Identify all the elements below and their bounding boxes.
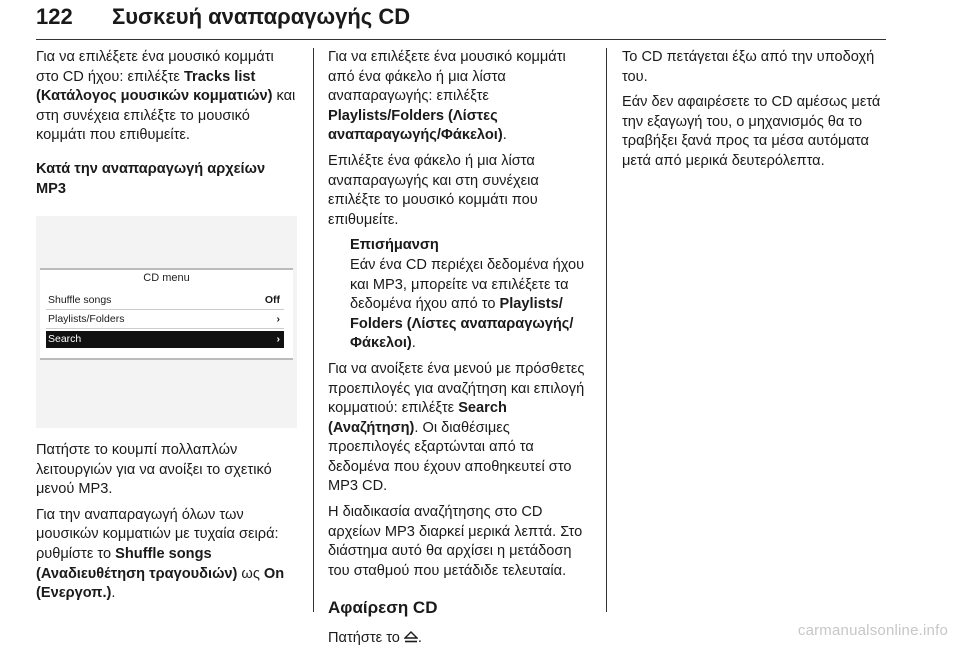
- page-header: [36, 4, 410, 30]
- menu-row-label: Shuffle songs: [48, 294, 112, 306]
- column-3: [622, 48, 888, 178]
- tracks-list-term: Tracks list (Κατάλογος μουσικών κομματιών): [36, 68, 273, 105]
- column-1-lower: [36, 441, 298, 610]
- column-divider-1: [313, 48, 314, 612]
- cd-menu-title: CD menu: [143, 272, 190, 284]
- chevron-right-icon: ›: [276, 313, 280, 325]
- watermark: carmanualsonline.info: [797, 622, 948, 639]
- col2-paragraph-1: Για να επιλέξετε ένα μουσικό κομμάτι από ένα φάκελο ή μια λίστα αναπαραγωγής: επιλέξτε Playlists/Folders (Λίστες αναπαραγωγής/Φάκελοι).: [328, 49, 566, 144]
- search-term: Search (Αναζήτηση): [328, 400, 507, 436]
- column-1: [36, 48, 298, 205]
- note-title: Επισήμανση: [350, 237, 439, 254]
- menu-row-playlists[interactable]: [46, 311, 284, 329]
- cd-menu-screenshot: [36, 216, 297, 428]
- menu-row-search[interactable]: [46, 331, 284, 348]
- playlists-term-note: Playlists/ Folders (Λίστες αναπαραγωγής/ Φάκελοι): [350, 296, 574, 352]
- on-term: On (Ενεργοπ.): [36, 565, 285, 602]
- chevron-right-icon: ›: [276, 333, 280, 345]
- cd-menu-display: [40, 268, 293, 360]
- col2-paragraph-4: Η διαδικασία αναζήτησης στο CD αρχείων MP3 διαρκεί μερικά λεπτά. Στο διάστημα αυτό θα αρχίσει η μετάδοση του σταθμού που μετάδιδε τελευταία.: [328, 504, 583, 579]
- col2-paragraph-3: Για να ανοίξετε ένα μενού με πρόσθετες προεπιλογές για αναζήτηση και επιλογή κομματιού: επιλέξτε Search (Αναζήτηση). Οι διαθέσιμες προεπιλογές εξαρτώνται από τα δεδομένα που έχουν αποθηκευτεί στο MP3 CD.: [328, 360, 585, 495]
- page-title: Συσκευή αναπαραγωγής CD: [112, 4, 411, 29]
- page-number: 122: [36, 4, 73, 29]
- remove-cd-heading: Αφαίρεση CD: [328, 598, 438, 618]
- menu-row-shuffle[interactable]: [46, 292, 284, 310]
- column-divider-2: [606, 48, 607, 612]
- note-text: Εάν ένα CD περιέχει δεδομένα ήχου και MP3, μπορείτε να επιλέξετε τα δεδομένα ήχου από το Playlists/ Folders (Λίστες αναπαραγωγής/ Φάκελοι).: [350, 256, 585, 352]
- col1-paragraph-2: Πατήστε το κουμπί πολλαπλών λειτουργιών για να ανοίξει το σχετικό μενού MP3.: [36, 442, 272, 498]
- mp3-subheading: Κατά την αναπαραγωγή αρχείων MP3: [36, 160, 266, 197]
- note-block: [328, 236, 592, 354]
- menu-row-label: Search: [48, 333, 82, 345]
- menu-row-label: Playlists/Folders: [48, 313, 125, 325]
- column-2: [328, 48, 592, 655]
- header-rule: [36, 39, 886, 40]
- col1-paragraph-3: Για την αναπαραγωγή όλων των μουσικών κομματιών με τυχαία σειρά: ρυθμίστε το Shuffle songs (Αναδιευθέτηση τραγουδιών) ως On (Ενεργοπ.).: [36, 506, 285, 602]
- col2-paragraph-2: Επιλέξτε ένα φάκελο ή μια λίστα αναπαραγωγής και στη συνέχεια επιλέξτε το μουσικό κομμάτι που επιθυμείτε.: [328, 152, 539, 228]
- col3-paragraph-1: Το CD πετάγεται έξω από την υποδοχή του.: [622, 49, 875, 85]
- col2-paragraph-5: Πατήστε το .: [328, 630, 422, 647]
- menu-row-value: Off: [264, 294, 280, 306]
- shuffle-term: Shuffle songs (Αναδιευθέτηση τραγουδιών): [36, 545, 238, 582]
- col1-paragraph-1: Για να επιλέξετε ένα μουσικό κομμάτι στο CD ήχου: επιλέξτε Tracks list (Κατάλογος μουσικών κομματιών) και στη συνέχεια επιλέξτε το μουσικό κομμάτι που επιθυμείτε.: [36, 49, 296, 144]
- col3-paragraph-2: Εάν δεν αφαιρέσετε το CD αμέσως μετά την εξαγωγή του, ο μηχανισμός θα το τραβήξει ξανά προς τα μέσα αυτόματα μετά από μερικά δευτερόλεπτα.: [622, 94, 881, 169]
- playlists-term: Playlists/Folders (Λίστες αναπαραγωγής/Φάκελοι): [328, 107, 503, 144]
